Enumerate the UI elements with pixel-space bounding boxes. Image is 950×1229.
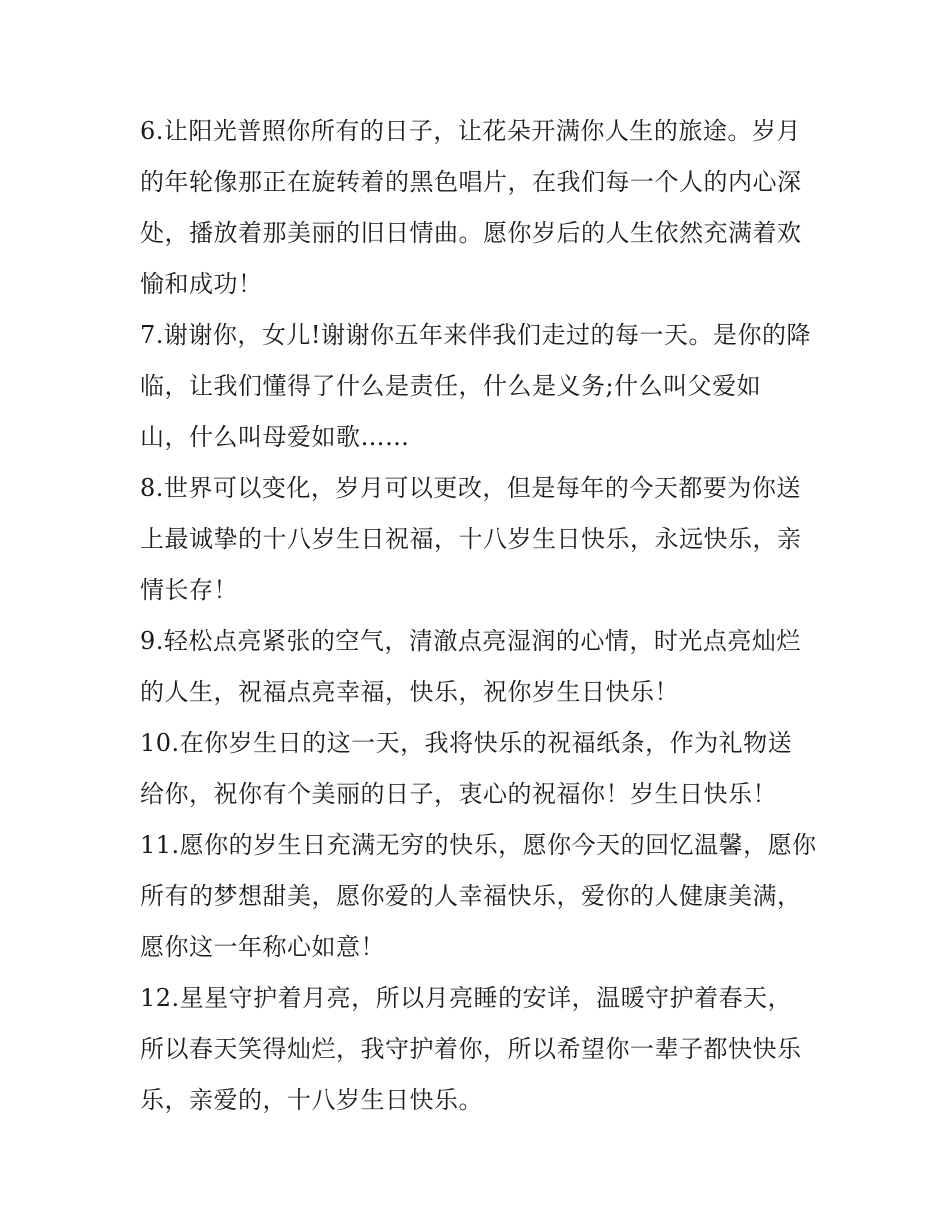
paragraph-line: 10.在你岁生日的这一天，我将快乐的祝福纸条，作为礼物送	[140, 729, 793, 757]
paragraph-line: 6.让阳光普照你所有的日子，让花朵开满你人生的旅途。岁月	[140, 117, 801, 145]
paragraph-line: 7.谢谢你，女儿!谢谢你五年来伴我们走过的每一天。是你的降	[140, 321, 812, 349]
paragraph-line: 临，让我们懂得了什么是责任，什么是义务;什么叫父爱如	[140, 372, 762, 400]
paragraph-line: 愿你这一年称心如意！	[140, 933, 385, 961]
paragraph-9	[140, 616, 820, 718]
paragraph-line: 给你，祝你有个美丽的日子，衷心的祝福你！岁生日快乐！	[140, 780, 777, 808]
paragraph-10	[140, 718, 820, 820]
paragraph-line: 上最诚挚的十八岁生日祝福，十八岁生日快乐，永远快乐，亲	[140, 525, 802, 553]
paragraph-line: 的人生，祝福点亮幸福，快乐，祝你岁生日快乐！	[140, 678, 679, 706]
paragraph-line: 乐，亲爱的，十八岁生日快乐。	[140, 1086, 483, 1114]
paragraph-11	[140, 820, 820, 973]
paragraph-8	[140, 463, 820, 616]
paragraph-line: 所有的梦想甜美，愿你爱的人幸福快乐，爱你的人健康美满，	[140, 882, 802, 910]
paragraph-line: 情长存！	[140, 576, 238, 604]
paragraph-line: 山，什么叫母爱如歌……	[140, 423, 410, 451]
paragraph-line: 愉和成功！	[140, 270, 263, 298]
paragraph-line: 处，播放着那美丽的旧日情曲。愿你岁后的人生依然充满着欢	[140, 219, 802, 247]
paragraph-12	[140, 973, 820, 1126]
paragraph-line: 的年轮像那正在旋转着的黑色唱片，在我们每一个人的内心深	[140, 168, 802, 196]
paragraph-line: 9.轻松点亮紧张的空气，清澈点亮湿润的心情，时光点亮灿烂	[140, 627, 801, 655]
paragraph-7	[140, 310, 820, 463]
paragraph-line: 11.愿你的岁生日充满无穷的快乐，愿你今天的回忆温馨，愿你	[140, 831, 817, 859]
paragraph-6	[140, 106, 820, 310]
document-body	[140, 106, 820, 1126]
paragraph-line: 8.世界可以变化，岁月可以更改，但是每年的今天都要为你送	[140, 474, 801, 502]
paragraph-line: 12.星星守护着月亮，所以月亮睡的安详，温暖守护着春天，	[140, 984, 793, 1012]
paragraph-line: 所以春天笑得灿烂，我守护着你，所以希望你一辈子都快快乐	[140, 1035, 802, 1063]
